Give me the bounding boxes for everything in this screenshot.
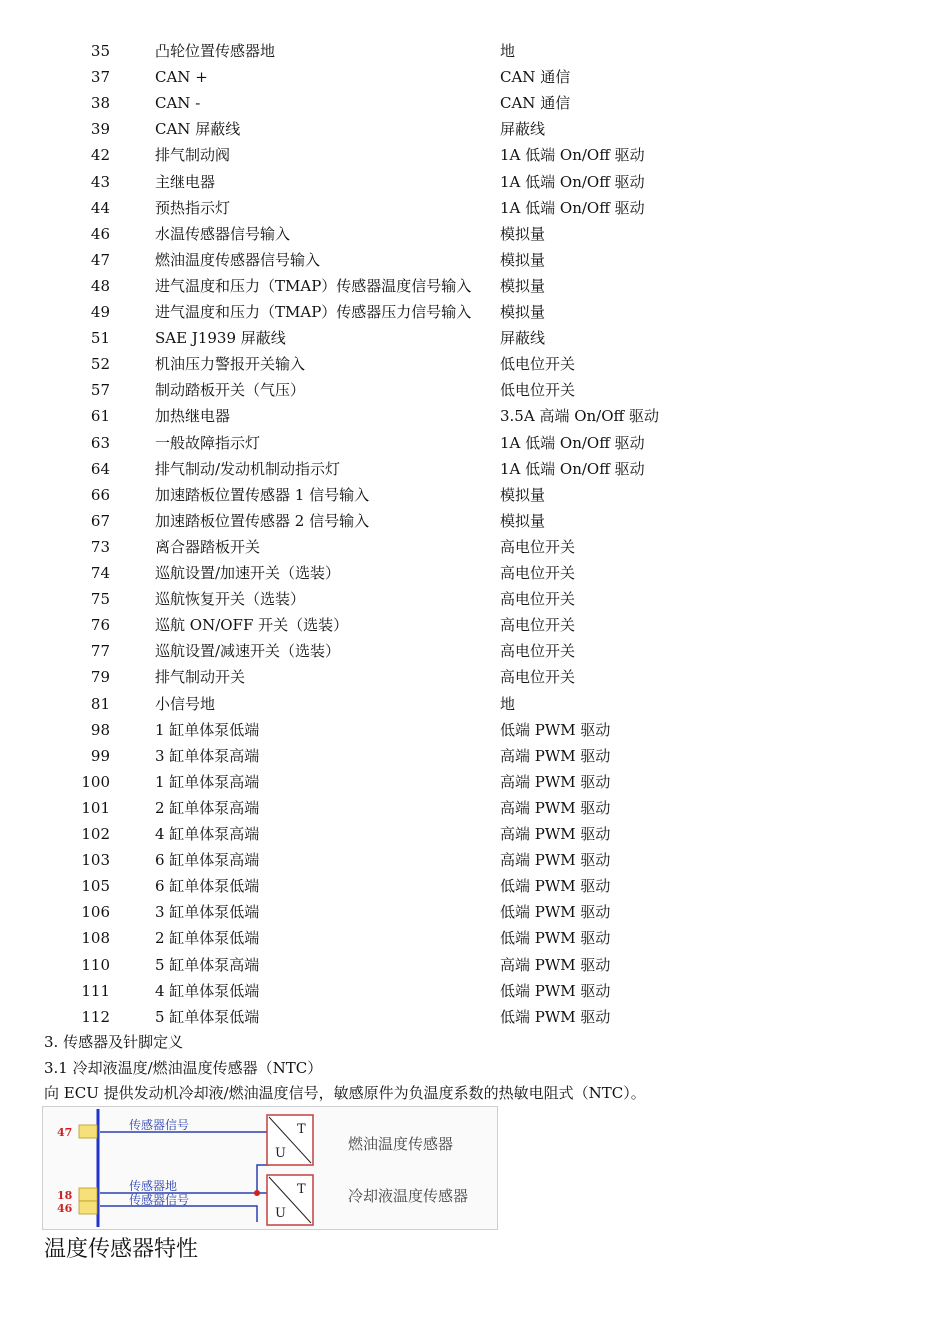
table-row (0, 978, 950, 1004)
pin-number: 52 (90, 355, 110, 374)
signal-type: 1A 低端 On/Off 驱动 (500, 172, 645, 191)
pin-number: 108 (81, 929, 110, 948)
pin-number: 61 (90, 407, 110, 426)
temperature-sensor-characteristics-heading: 温度传感器特性 (44, 1237, 199, 1262)
signal-name: 一般故障指示灯 (155, 433, 261, 452)
pin-number: 38 (90, 94, 110, 113)
table-row (0, 430, 950, 456)
signal-type: 模拟量 (500, 511, 546, 530)
signal-name: CAN 屏蔽线 (155, 120, 241, 139)
signal-name: 巡航设置/加速开关（选装） (155, 564, 341, 582)
table-row (0, 873, 950, 899)
table-row (0, 221, 950, 247)
signal-type: 低端 PWM 驱动 (500, 1007, 611, 1026)
signal-type: 低端 PWM 驱动 (500, 720, 611, 739)
signal-type: 屏蔽线 (500, 120, 546, 139)
table-row (0, 821, 950, 847)
signal-name: 5 缸单体泵低端 (155, 1007, 260, 1026)
signal-type: 地 (500, 42, 516, 60)
signal-type: 模拟量 (500, 485, 546, 504)
signal-type: 高端 PWM 驱动 (500, 825, 611, 843)
pin-number: 39 (90, 120, 110, 139)
pin-number: 46 (90, 224, 110, 243)
pin-number: 43 (90, 172, 110, 191)
pin-number: 48 (90, 276, 110, 295)
table-row (0, 90, 950, 116)
signal-type: 低电位开关 (500, 355, 576, 374)
pin-number: 51 (90, 329, 110, 348)
pin-box-46 (79, 1201, 97, 1214)
signal-type: 低电位开关 (500, 381, 576, 400)
signal-name: 5 缸单体泵高端 (155, 955, 260, 974)
section-subheading: 3.1 冷却液温度/燃油温度传感器（NTC） (44, 1059, 323, 1077)
table-row (0, 456, 950, 482)
signal-name: CAN - (155, 94, 201, 113)
wire-coolant-signal (100, 1206, 257, 1222)
signal-name: 加速踏板位置传感器 1 信号输入 (155, 485, 370, 504)
signal-name: 排气制动阀 (155, 146, 231, 165)
pin-number: 103 (81, 851, 110, 870)
pin-number: 37 (90, 68, 110, 87)
signal-type: 高端 PWM 驱动 (500, 851, 611, 870)
section-heading: 3. 传感器及针脚定义 (44, 1033, 184, 1051)
pin-number: 102 (81, 825, 110, 843)
signal-name: 3 缸单体泵高端 (155, 746, 260, 765)
signal-name: 巡航设置/减速开关（选装） (155, 642, 341, 661)
signal-type: 低端 PWM 驱动 (500, 929, 611, 948)
table-row (0, 247, 950, 273)
table-row (0, 560, 950, 586)
signal-name: 加热继电器 (155, 407, 231, 426)
pin-number: 76 (90, 616, 110, 635)
fuel-temp-sensor-label: 燃油温度传感器 (348, 1135, 454, 1153)
signal-type: 高电位开关 (500, 537, 576, 556)
table-row (0, 717, 950, 743)
pin-number: 112 (81, 1007, 110, 1026)
symbol-letter-t: T (297, 1122, 306, 1137)
pin-number: 74 (90, 564, 110, 582)
signal-name: 2 缸单体泵低端 (155, 929, 260, 948)
pin-number: 106 (81, 903, 110, 922)
signal-type: 高端 PWM 驱动 (500, 798, 611, 817)
pin-number: 77 (90, 642, 110, 661)
table-row (0, 769, 950, 795)
pin-label-46: 46 (57, 1202, 73, 1215)
signal-name: 6 缸单体泵低端 (155, 877, 260, 896)
table-row (0, 586, 950, 612)
pin-number: 98 (90, 720, 110, 739)
coolant-temp-sensor-symbol (267, 1175, 313, 1225)
signal-type: 1A 低端 On/Off 驱动 (500, 146, 645, 165)
table-row (0, 142, 950, 168)
table-row (0, 638, 950, 664)
signal-name: SAE J1939 屏蔽线 (155, 329, 286, 348)
coolant-temp-sensor-label: 冷却液温度传感器 (348, 1187, 469, 1205)
pin-number: 44 (90, 198, 110, 217)
signal-type: 高电位开关 (500, 668, 576, 687)
pin-number: 110 (81, 955, 110, 974)
signal-type: 模拟量 (500, 276, 546, 295)
signal-name: 1 缸单体泵高端 (155, 772, 260, 791)
signal-name: 水温传感器信号输入 (155, 224, 291, 243)
signal-type: 模拟量 (500, 224, 546, 243)
signal-type: 低端 PWM 驱动 (500, 877, 611, 896)
pin-number: 73 (90, 537, 110, 556)
pin-number: 42 (90, 146, 110, 165)
table-row (0, 795, 950, 821)
signal-name: 3 缸单体泵低端 (155, 903, 260, 922)
table-row (0, 299, 950, 325)
table-row (0, 534, 950, 560)
table-row (0, 1004, 950, 1030)
symbol-letter-t: T (297, 1182, 306, 1197)
signal-type: 高端 PWM 驱动 (500, 955, 611, 974)
signal-name: 排气制动开关 (155, 668, 246, 687)
pin-number: 99 (90, 746, 110, 765)
signal-name: 巡航恢复开关（选装） (155, 590, 306, 609)
wire-label-signal-2: 传感器信号 (129, 1193, 190, 1207)
table-row (0, 691, 950, 717)
table-row (0, 38, 950, 64)
signal-name: 4 缸单体泵低端 (155, 981, 260, 1000)
table-row (0, 351, 950, 377)
pin-number: 47 (90, 250, 110, 269)
pin-number: 75 (90, 590, 110, 609)
table-row (0, 847, 950, 873)
wire-label-signal-1: 传感器信号 (129, 1118, 190, 1132)
pin-number: 100 (81, 772, 110, 791)
table-row (0, 508, 950, 534)
pin-box-47 (79, 1125, 97, 1138)
pin-number: 105 (81, 877, 110, 896)
signal-name: 制动踏板开关（气压） (155, 381, 306, 400)
pin-number: 66 (90, 485, 110, 504)
signal-type: 模拟量 (500, 250, 546, 269)
signal-type: 高电位开关 (500, 642, 576, 661)
signal-name: 加速踏板位置传感器 2 信号输入 (155, 511, 370, 530)
table-row (0, 377, 950, 403)
signal-type: 3.5A 高端 On/Off 驱动 (500, 407, 659, 426)
signal-type: 1A 低端 On/Off 驱动 (500, 459, 645, 478)
signal-name: CAN + (155, 68, 208, 87)
signal-name: 主继电器 (155, 172, 216, 191)
pin-number: 57 (90, 381, 110, 400)
signal-type: 高电位开关 (500, 616, 576, 635)
signal-type: CAN 通信 (500, 94, 571, 113)
table-row (0, 925, 950, 951)
pin-number: 64 (90, 459, 110, 478)
table-row (0, 952, 950, 978)
table-row (0, 64, 950, 90)
junction-node (254, 1190, 260, 1196)
signal-name: 1 缸单体泵低端 (155, 720, 260, 739)
signal-name: 排气制动/发动机制动指示灯 (155, 459, 341, 478)
table-row (0, 899, 950, 925)
symbol-letter-u: U (275, 1146, 286, 1161)
signal-name: 预热指示灯 (155, 198, 231, 217)
table-row (0, 403, 950, 429)
signal-name: 2 缸单体泵高端 (155, 798, 260, 817)
pin-number: 79 (90, 668, 110, 687)
table-row (0, 116, 950, 142)
signal-name: 4 缸单体泵高端 (155, 825, 260, 843)
pin-label-18: 18 (57, 1189, 73, 1202)
signal-type: 高电位开关 (500, 590, 576, 609)
signal-name: 燃油温度传感器信号输入 (155, 250, 321, 269)
signal-name: 6 缸单体泵高端 (155, 851, 260, 870)
signal-name: 进气温度和压力（TMAP）传感器温度信号输入 (155, 276, 472, 295)
pin-number: 49 (90, 303, 110, 321)
table-row (0, 169, 950, 195)
signal-type: 高电位开关 (500, 564, 576, 582)
wiring-diagram-svg (43, 1107, 497, 1229)
pin-label-47: 47 (57, 1126, 73, 1139)
pin-number: 63 (90, 433, 110, 452)
signal-type: 地 (500, 694, 516, 713)
section-description: 向 ECU 提供发动机冷却液/燃油温度信号，敏感原件为负温度系数的热敏电阻式（NTC）。 (44, 1084, 646, 1102)
signal-type: 低端 PWM 驱动 (500, 903, 611, 922)
symbol-letter-u: U (275, 1206, 286, 1221)
signal-type: 1A 低端 On/Off 驱动 (500, 433, 645, 452)
table-row (0, 325, 950, 351)
wire-sensor-ground (100, 1165, 269, 1193)
pin-number: 111 (81, 981, 110, 1000)
signal-name: 进气温度和压力（TMAP）传感器压力信号输入 (155, 303, 472, 321)
sensor-wiring-diagram (42, 1106, 498, 1230)
pin-box-18 (79, 1188, 97, 1201)
fuel-temp-sensor-symbol (267, 1115, 313, 1165)
pin-number: 35 (90, 42, 110, 60)
signal-type: 1A 低端 On/Off 驱动 (500, 198, 645, 217)
signal-type: 屏蔽线 (500, 329, 546, 348)
signal-type: 高端 PWM 驱动 (500, 746, 611, 765)
wire-fuel-signal (100, 1132, 269, 1165)
signal-name: 机油压力警报开关输入 (155, 355, 306, 374)
signal-type: 高端 PWM 驱动 (500, 772, 611, 791)
table-row (0, 664, 950, 690)
signal-name: 凸轮位置传感器地 (155, 42, 276, 60)
wire-label-ground: 传感器地 (129, 1179, 178, 1193)
table-row (0, 482, 950, 508)
table-row (0, 743, 950, 769)
signal-type: 模拟量 (500, 303, 546, 321)
table-row (0, 273, 950, 299)
signal-name: 小信号地 (155, 694, 216, 713)
table-row (0, 612, 950, 638)
signal-type: 低端 PWM 驱动 (500, 981, 611, 1000)
pin-number: 81 (90, 694, 110, 713)
table-row (0, 195, 950, 221)
pin-number: 67 (90, 511, 110, 530)
signal-type: CAN 通信 (500, 68, 571, 87)
pin-number: 101 (81, 798, 110, 817)
signal-name: 巡航 ON/OFF 开关（选装） (155, 616, 349, 635)
signal-name: 离合器踏板开关 (155, 537, 261, 556)
